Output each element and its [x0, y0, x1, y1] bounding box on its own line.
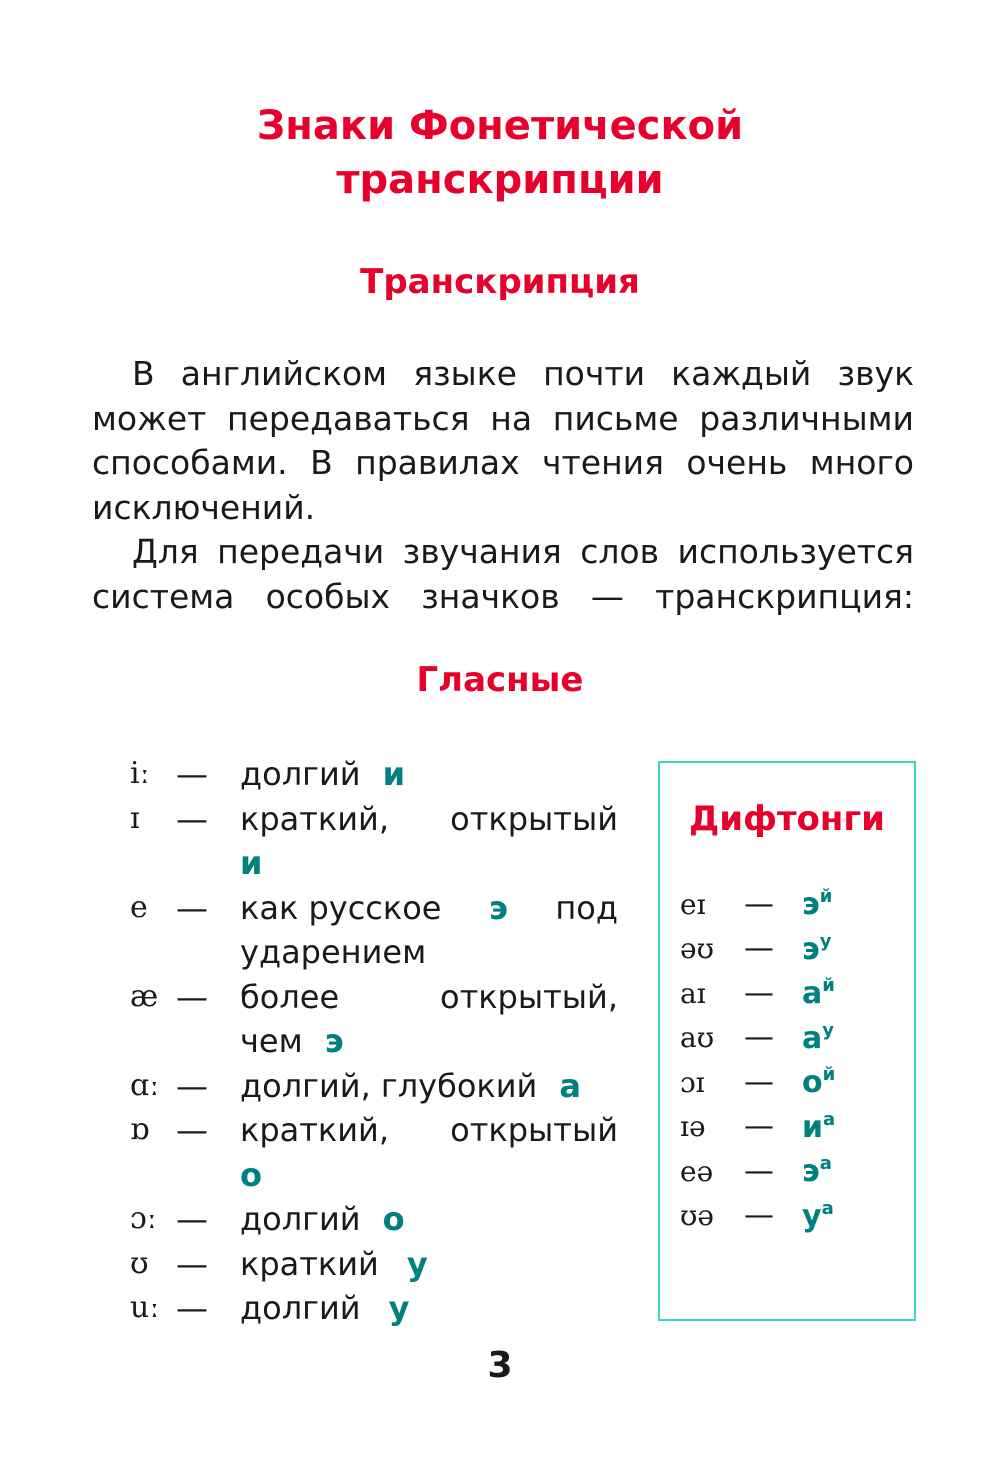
vowel-row	[130, 1286, 618, 1331]
vowel-symbol: ɒ	[130, 1112, 150, 1147]
vowel-description	[240, 1286, 618, 1331]
vowel-description-cont: чем э	[240, 1022, 344, 1060]
vowel-sound: у	[406, 1244, 428, 1283]
vowel-description-cont: ударением	[240, 933, 427, 971]
vowel-sound: о	[240, 1155, 262, 1194]
diphthong-symbol: ɔɪ	[680, 1065, 705, 1099]
vowel-sound: и	[382, 755, 405, 793]
vowel-description	[240, 1064, 618, 1109]
diphthong-sound: $а^й$	[802, 975, 835, 1012]
vowel-description	[240, 1242, 618, 1287]
diphthong-sound: $э^у$	[802, 930, 832, 967]
diphthong-dash: —	[744, 1064, 774, 1100]
page-title-line1: Знаки Фонетической	[256, 103, 744, 149]
diphthong-dash: —	[744, 886, 774, 922]
vowel-description-text: долгий	[240, 1200, 361, 1238]
vowel-row	[130, 752, 618, 797]
diphthong-dash: —	[744, 1198, 774, 1234]
vowel-description-text: краткий, открытый	[240, 799, 618, 838]
diphthong-row	[680, 1105, 835, 1150]
vowels-list	[130, 752, 618, 1331]
diphthong-dash: —	[744, 1020, 774, 1056]
diphthong-symbol: eɪ	[680, 887, 706, 921]
vowel-row	[130, 797, 618, 886]
vowel-symbol: uː	[130, 1290, 160, 1325]
vowel-symbol: iː	[130, 756, 150, 791]
diphthong-sound: $у^а$	[802, 1197, 834, 1234]
vowel-description-text: как русское	[240, 888, 442, 927]
vowel-sound: а	[559, 1066, 581, 1105]
vowel-row	[130, 886, 618, 975]
diphthong-sound: $о^й$	[802, 1064, 836, 1101]
vowel-row	[130, 1108, 618, 1197]
diphthong-sound: $э^й$	[802, 886, 833, 923]
diphthong-symbol: ʊə	[680, 1199, 714, 1233]
diphthong-symbol: əʊ	[680, 932, 714, 966]
heading-transcription: Транскрипция	[360, 262, 640, 302]
vowel-description	[240, 797, 618, 886]
diphthong-dash: —	[744, 1109, 774, 1145]
vowel-description-text: долгий	[240, 755, 361, 793]
vowel-description-text: краткий	[240, 1244, 379, 1283]
diphthong-sound: $э^а$	[802, 1153, 832, 1190]
vowel-dash: —	[176, 755, 208, 793]
heading-diphthongs: Дифтонги	[689, 799, 885, 839]
diphthong-symbol: aʊ	[680, 1021, 715, 1055]
diphthong-dash: —	[744, 1153, 774, 1189]
vowel-sound: э	[488, 888, 508, 927]
vowel-row	[130, 1242, 618, 1287]
diphthongs-list	[680, 882, 835, 1238]
vowel-symbol: ʊ	[130, 1245, 149, 1281]
vowel-description-text: краткий, открытый	[240, 1111, 618, 1149]
page-number: 3	[487, 1345, 513, 1386]
diphthong-dash: —	[744, 931, 774, 967]
vowel-dash: —	[176, 1244, 208, 1283]
vowel-sound: о	[382, 1200, 405, 1238]
diphthong-row	[680, 1194, 835, 1239]
vowel-sound: у	[388, 1289, 410, 1327]
vowel-description-text: долгий	[240, 1289, 361, 1327]
vowel-symbol: ɔː	[130, 1201, 157, 1236]
vowel-symbol: e	[130, 889, 148, 925]
diphthong-row	[680, 1060, 835, 1105]
diphthong-row	[680, 1149, 835, 1194]
vowel-dash: —	[176, 799, 208, 838]
vowel-description	[240, 752, 618, 797]
vowel-row	[130, 975, 618, 1064]
paragraph-intro: В английском языке почти каждый звук может передаваться на письме различными способами. В правилах чтения очень много исключений.	[92, 354, 914, 527]
diphthong-row	[680, 927, 835, 972]
diphthong-row	[680, 882, 835, 927]
vowel-description-text: открытый,	[440, 977, 618, 1016]
vowel-dash: —	[176, 888, 208, 927]
diphthong-symbol: aɪ	[680, 976, 706, 1010]
vowel-row	[130, 1064, 618, 1109]
vowel-description	[240, 886, 618, 975]
diphthong-sound: $а^у$	[802, 1019, 834, 1056]
diphthong-symbol: eə	[680, 1154, 714, 1188]
vowel-dash: —	[176, 1111, 208, 1149]
vowel-symbol: ɑː	[130, 1067, 160, 1103]
vowel-description-word: под	[555, 888, 618, 927]
vowel-description	[240, 1108, 618, 1197]
diphthong-row	[680, 1016, 835, 1061]
vowel-row	[130, 1197, 618, 1242]
diphthong-dash: —	[744, 975, 774, 1011]
vowel-symbol: ɪ	[130, 800, 140, 836]
vowel-description	[240, 1197, 618, 1242]
vowel-description-text: более	[240, 977, 340, 1016]
diphthong-row	[680, 971, 835, 1016]
vowel-description	[240, 975, 618, 1064]
vowel-dash: —	[176, 977, 208, 1016]
diphthong-symbol: ɪə	[680, 1110, 706, 1144]
diphthong-sound: $и^а$	[802, 1108, 836, 1145]
vowel-symbol: æ	[130, 978, 159, 1014]
vowel-description-text: долгий, глубокий	[240, 1066, 538, 1105]
heading-vowels: Гласные	[416, 660, 584, 700]
vowel-sound: и	[240, 844, 263, 882]
vowel-sound: э	[324, 1022, 344, 1060]
page-title-line2: транскрипции	[336, 157, 664, 203]
vowel-dash: —	[176, 1200, 208, 1238]
vowel-dash: —	[176, 1289, 208, 1327]
paragraph-system: Для передачи звучания слов используется система особых значков — транскрипция:	[92, 532, 914, 616]
vowel-dash: —	[176, 1066, 208, 1105]
